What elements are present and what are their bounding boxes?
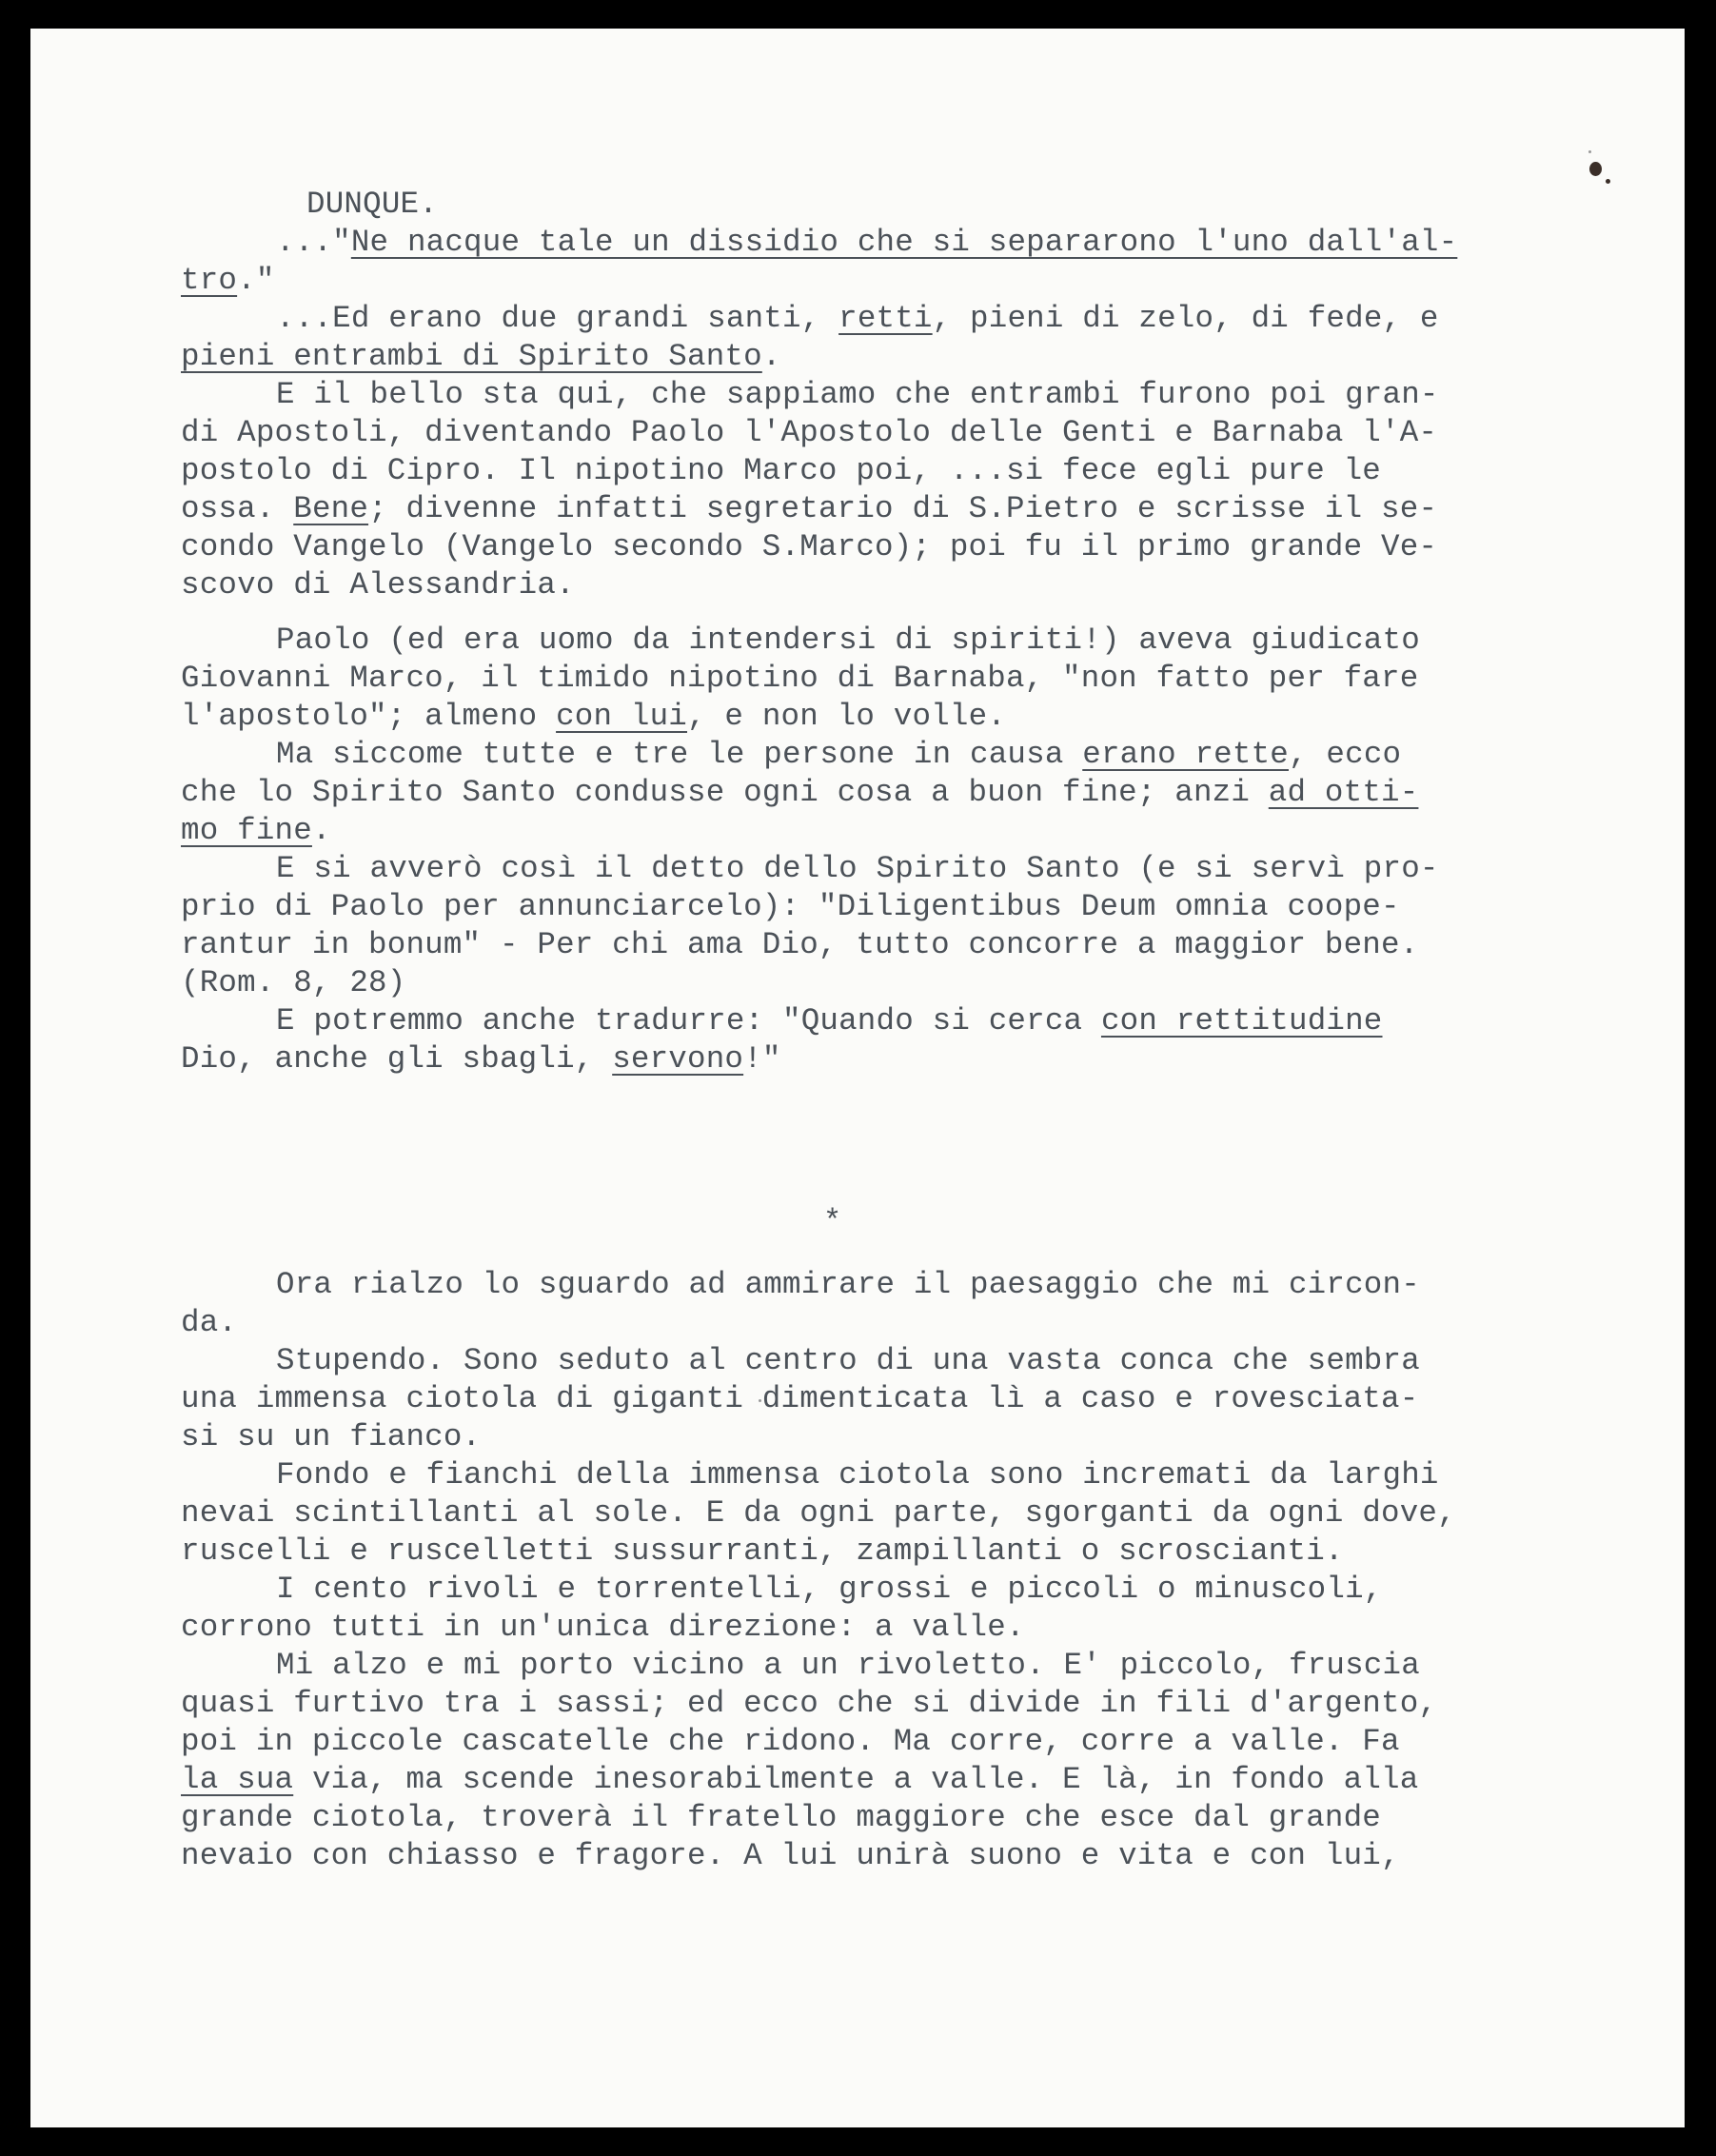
text-run: condo Vangelo (Vangelo secondo S.Marco); poi fu il primo grande Ve- [181, 529, 1438, 564]
text-line [181, 338, 1551, 376]
underlined-text: Ne nacque tale un dissidio che si separarono l'uno dall'al- [350, 225, 1458, 260]
text-run: I cento rivoli e torrentelli, grossi e piccoli o minuscoli, [276, 1572, 1383, 1607]
text-run: (Rom. 8, 28) [181, 965, 406, 1000]
text-line [181, 452, 1551, 490]
text-line [181, 1799, 1551, 1837]
text-run: quasi furtivo tra i sassi; ed ecco che si divide in fili d'argento, [181, 1686, 1438, 1721]
underlined-text: retti [838, 301, 933, 336]
underlined-text: con lui [556, 699, 688, 734]
text-line [181, 926, 1551, 964]
text-run: via, ma scende inesorabilmente a valle. E là, in fondo alla [293, 1762, 1419, 1797]
text-line [181, 1380, 1551, 1418]
text-run: si su un fianco. [181, 1419, 482, 1454]
text-run: E potremmo anche tradurre: "Quando si cerca [276, 1003, 1101, 1038]
text-line [181, 300, 1551, 338]
text-line [181, 414, 1551, 452]
underlined-text: mo fine [181, 813, 312, 848]
text-line [181, 812, 1551, 850]
text-run: , pieni di zelo, di fede, e [932, 301, 1439, 336]
text-line [181, 1342, 1551, 1380]
text-run: ruscelli e ruscelletti sussurranti, zampillanti o scroscianti. [181, 1533, 1344, 1569]
text-run: E il bello sta qui, che sappiamo che entrambi furono poi gran- [276, 377, 1439, 412]
text-line [181, 1494, 1551, 1533]
text-run: di Apostoli, diventando Paolo l'Apostolo delle Genti e Barnaba l'A- [181, 415, 1438, 450]
underlined-text: tro [181, 263, 238, 298]
text-line [181, 1533, 1551, 1571]
text-run: , ecco [1289, 737, 1402, 772]
text-run: !" [743, 1041, 781, 1077]
section-2 [181, 622, 1551, 1078]
underlined-text: Bene [293, 491, 369, 526]
text-line [181, 1723, 1551, 1761]
text-run: postolo di Cipro. Il nipotino Marco poi, ...si fece egli pure le [181, 453, 1382, 488]
text-line [181, 1685, 1551, 1723]
text-run: . [311, 813, 331, 848]
text-line [181, 964, 1551, 1002]
text-line [181, 1609, 1551, 1647]
text-line [181, 736, 1551, 774]
ink-speck [1606, 179, 1610, 184]
text-line [181, 1761, 1551, 1799]
text-run: ...Ed erano due grandi santi, [276, 301, 839, 336]
text-run: , e non lo volle. [687, 699, 1006, 734]
section-1 [181, 224, 1551, 604]
text-line [181, 376, 1551, 414]
text-run: ." [237, 263, 275, 298]
text-run: grande ciotola, troverà il fratello maggiore che esce dal grande [181, 1800, 1382, 1835]
underlined-text: erano rette [1082, 737, 1289, 772]
text-run: rantur in bonum" - Per chi ama Dio, tutto concorre a maggior bene. [181, 927, 1419, 962]
text-line [181, 1418, 1551, 1456]
section-3 [181, 1266, 1551, 1875]
text-run: che lo Spirito Santo condusse ogni cosa a buon fine; anzi [181, 775, 1269, 810]
text-run: corrono tutti in un'unica direzione: a valle. [181, 1610, 1025, 1645]
underlined-text: ad otti- [1268, 775, 1419, 810]
text-run: Ma siccome tutte e tre le persone in causa [276, 737, 1083, 772]
text-line [181, 1040, 1551, 1078]
text-run: E si avverò così il detto dello Spirito Santo (e si servì pro- [276, 851, 1439, 886]
underlined-text: pieni entrambi di Spirito Santo [181, 339, 762, 374]
heading: DUNQUE. [306, 187, 438, 222]
text-run: Fondo e fianchi della immensa ciotola sono incremati da larghi [276, 1457, 1439, 1493]
text-line [181, 262, 1551, 300]
text-line [181, 850, 1551, 888]
text-run: ; divenne infatti segretario di S.Pietro e scrisse il se- [368, 491, 1438, 526]
text-line [181, 888, 1551, 926]
text-run: l'apostolo"; almeno [181, 699, 557, 734]
text-run: Ora rialzo lo sguardo ad ammirare il paesaggio che mi circon- [276, 1267, 1420, 1302]
text-run: Stupendo. Sono seduto al centro di una vasta conca che sembra [276, 1343, 1420, 1378]
text-run: Giovanni Marco, il timido nipotino di Barnaba, "non fatto per fare [181, 661, 1419, 696]
text-line [181, 698, 1551, 736]
underlined-text: la sua [181, 1762, 294, 1797]
text-line [181, 1647, 1551, 1685]
underlined-text: con rettitudine [1100, 1003, 1383, 1038]
text-line [181, 528, 1551, 566]
text-line [181, 490, 1551, 528]
text-run: ossa. [181, 491, 294, 526]
section-separator: * [823, 1204, 842, 1239]
text-line [181, 660, 1551, 698]
text-line [181, 1837, 1551, 1875]
text-run: poi in piccole cascatelle che ridono. Ma corre, corre a valle. Fa [181, 1724, 1400, 1759]
text-run: Paolo (ed era uomo da intendersi di spiriti!) aveva giudicato [276, 623, 1420, 658]
text-run: una immensa ciotola di giganti dimenticata lì a caso e rovesciata- [181, 1381, 1419, 1416]
text-line [181, 1266, 1551, 1304]
text-run: Mi alzo e mi porto vicino a un rivoletto. E' piccolo, fruscia [276, 1648, 1420, 1683]
text-run: Dio, anche gli sbagli, [181, 1041, 613, 1077]
text-line [181, 622, 1551, 660]
text-line [181, 566, 1551, 604]
text-line [181, 224, 1551, 262]
text-run: scovo di Alessandria. [181, 567, 575, 603]
text-run: prio di Paolo per annunciarcelo): "Diligentibus Deum omnia coope- [181, 889, 1400, 924]
text-line [181, 1002, 1551, 1040]
text-run: nevai scintillanti al sole. E da ogni parte, sgorganti da ogni dove, [181, 1495, 1456, 1531]
ink-blot [1589, 162, 1602, 176]
text-line [181, 1456, 1551, 1494]
paper-speck [1588, 150, 1591, 153]
underlined-text: servono [612, 1041, 744, 1077]
text-line [181, 774, 1551, 812]
text-run: . [761, 339, 781, 374]
text-line [181, 1571, 1551, 1609]
text-run: nevaio con chiasso e fragore. A lui unirà suono e vita e con lui, [181, 1838, 1400, 1873]
typewritten-text [181, 186, 1551, 1875]
text-run: da. [181, 1305, 238, 1340]
text-line [181, 1304, 1551, 1342]
text-run: ..." [276, 225, 351, 260]
